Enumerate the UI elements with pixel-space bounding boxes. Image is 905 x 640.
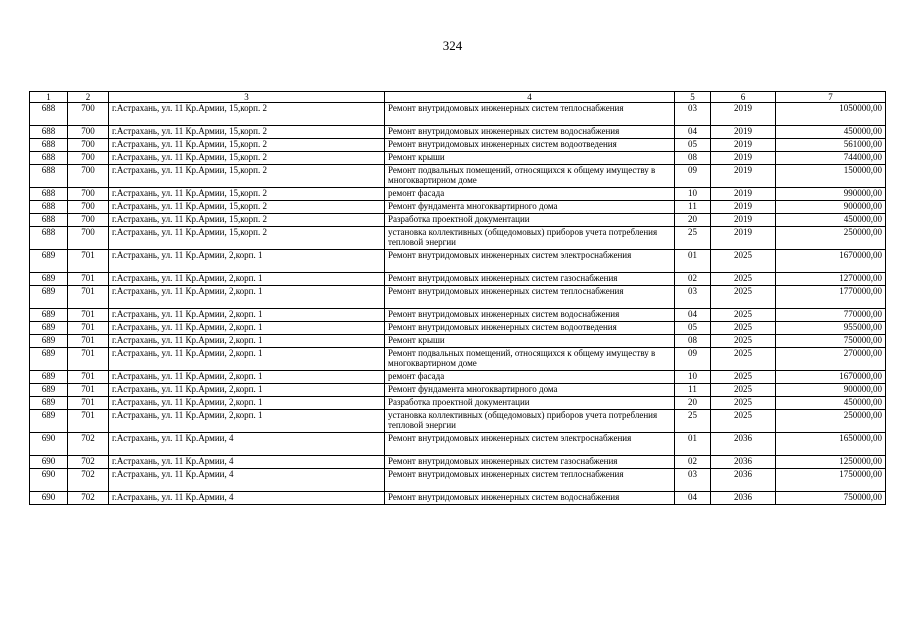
cell-work-type: Ремонт подвальных помещений, относящихся к общему имуществу в многоквартирном доме — [385, 348, 675, 371]
column-header-2: 2 — [68, 92, 109, 103]
table-row — [30, 309, 886, 322]
cell-work-code: 25 — [675, 227, 711, 250]
table-row — [30, 492, 886, 505]
cell-object-number: 688 — [30, 188, 68, 201]
repair-schedule-table — [29, 91, 886, 505]
cell-cost: 1770000,00 — [776, 286, 886, 309]
cell-work-type: установка коллективных (общедомовых) приборов учета потребления тепловой энергии — [385, 227, 675, 250]
table-row — [30, 322, 886, 335]
cell-work-code: 02 — [675, 273, 711, 286]
cell-cost: 955000,00 — [776, 322, 886, 335]
cell-house-number: 700 — [68, 165, 109, 188]
cell-house-number: 700 — [68, 214, 109, 227]
cell-year: 2019 — [711, 227, 776, 250]
cell-work-type: Ремонт внутридомовых инженерных систем электроснабжения — [385, 433, 675, 456]
cell-work-type: Ремонт крыши — [385, 335, 675, 348]
cell-house-number: 701 — [68, 309, 109, 322]
table-row — [30, 433, 886, 456]
cell-work-type: Ремонт внутридомовых инженерных систем теплоснабжения — [385, 103, 675, 126]
cell-work-code: 20 — [675, 397, 711, 410]
table-row — [30, 348, 886, 371]
cell-object-number: 690 — [30, 469, 68, 492]
cell-work-type: Разработка проектной документации — [385, 214, 675, 227]
cell-work-type: Ремонт крыши — [385, 152, 675, 165]
cell-work-type: Ремонт внутридомовых инженерных систем теплоснабжения — [385, 469, 675, 492]
cell-year: 2019 — [711, 152, 776, 165]
column-header-3: 3 — [109, 92, 385, 103]
cell-work-type: Ремонт фундамента многоквартирного дома — [385, 384, 675, 397]
cell-address: г.Астрахань, ул. 11 Кр.Армии, 15,корп. 2 — [109, 227, 385, 250]
cell-address: г.Астрахань, ул. 11 Кр.Армии, 2,корп. 1 — [109, 397, 385, 410]
table-row — [30, 201, 886, 214]
cell-work-code: 05 — [675, 322, 711, 335]
cell-year: 2025 — [711, 410, 776, 433]
cell-year: 2025 — [711, 348, 776, 371]
cell-house-number: 702 — [68, 433, 109, 456]
cell-work-type: Ремонт внутридомовых инженерных систем водоснабжения — [385, 492, 675, 505]
cell-cost: 1670000,00 — [776, 371, 886, 384]
cell-year: 2019 — [711, 214, 776, 227]
cell-object-number: 688 — [30, 214, 68, 227]
cell-address: г.Астрахань, ул. 11 Кр.Армии, 2,корп. 1 — [109, 250, 385, 273]
cell-address: г.Астрахань, ул. 11 Кр.Армии, 15,корп. 2 — [109, 152, 385, 165]
cell-cost: 450000,00 — [776, 126, 886, 139]
cell-year: 2025 — [711, 384, 776, 397]
cell-cost: 750000,00 — [776, 492, 886, 505]
cell-object-number: 688 — [30, 201, 68, 214]
cell-object-number: 689 — [30, 335, 68, 348]
cell-object-number: 688 — [30, 227, 68, 250]
cell-year: 2019 — [711, 188, 776, 201]
cell-work-code: 10 — [675, 371, 711, 384]
cell-work-code: 09 — [675, 348, 711, 371]
cell-object-number: 689 — [30, 286, 68, 309]
cell-house-number: 702 — [68, 492, 109, 505]
cell-address: г.Астрахань, ул. 11 Кр.Армии, 2,корп. 1 — [109, 309, 385, 322]
cell-address: г.Астрахань, ул. 11 Кр.Армии, 15,корп. 2 — [109, 126, 385, 139]
cell-work-code: 11 — [675, 201, 711, 214]
cell-house-number: 701 — [68, 335, 109, 348]
cell-cost: 1670000,00 — [776, 250, 886, 273]
cell-work-type: Ремонт внутридомовых инженерных систем теплоснабжения — [385, 286, 675, 309]
cell-address: г.Астрахань, ул. 11 Кр.Армии, 2,корп. 1 — [109, 410, 385, 433]
table-row — [30, 214, 886, 227]
cell-cost: 1250000,00 — [776, 456, 886, 469]
cell-house-number: 701 — [68, 286, 109, 309]
cell-year: 2025 — [711, 397, 776, 410]
cell-cost: 450000,00 — [776, 214, 886, 227]
cell-year: 2019 — [711, 126, 776, 139]
cell-year: 2019 — [711, 139, 776, 152]
cell-house-number: 700 — [68, 152, 109, 165]
cell-house-number: 701 — [68, 273, 109, 286]
cell-work-type: Ремонт внутридомовых инженерных систем газоснабжения — [385, 273, 675, 286]
cell-object-number: 689 — [30, 397, 68, 410]
cell-cost: 250000,00 — [776, 227, 886, 250]
cell-year: 2019 — [711, 201, 776, 214]
cell-address: г.Астрахань, ул. 11 Кр.Армии, 4 — [109, 469, 385, 492]
cell-work-code: 25 — [675, 410, 711, 433]
cell-work-code: 02 — [675, 456, 711, 469]
cell-work-code: 11 — [675, 384, 711, 397]
cell-work-code: 01 — [675, 250, 711, 273]
cell-work-type: Ремонт внутридомовых инженерных систем водоснабжения — [385, 309, 675, 322]
column-header-5: 5 — [675, 92, 711, 103]
cell-work-type: Ремонт подвальных помещений, относящихся к общему имуществу в многоквартирном доме — [385, 165, 675, 188]
table-row — [30, 286, 886, 309]
cell-address: г.Астрахань, ул. 11 Кр.Армии, 15,корп. 2 — [109, 201, 385, 214]
cell-house-number: 702 — [68, 456, 109, 469]
cell-object-number: 689 — [30, 410, 68, 433]
page-number: 324 — [442, 38, 463, 53]
cell-year: 2025 — [711, 250, 776, 273]
cell-address: г.Астрахань, ул. 11 Кр.Армии, 2,корп. 1 — [109, 322, 385, 335]
cell-address: г.Астрахань, ул. 11 Кр.Армии, 2,корп. 1 — [109, 286, 385, 309]
cell-object-number: 689 — [30, 250, 68, 273]
cell-work-type: ремонт фасада — [385, 188, 675, 201]
cell-work-code: 04 — [675, 492, 711, 505]
cell-address: г.Астрахань, ул. 11 Кр.Армии, 4 — [109, 492, 385, 505]
cell-cost: 770000,00 — [776, 309, 886, 322]
cell-year: 2025 — [711, 286, 776, 309]
cell-house-number: 701 — [68, 250, 109, 273]
cell-address: г.Астрахань, ул. 11 Кр.Армии, 4 — [109, 433, 385, 456]
cell-house-number: 701 — [68, 322, 109, 335]
cell-work-type: Ремонт внутридомовых инженерных систем газоснабжения — [385, 456, 675, 469]
table-row — [30, 250, 886, 273]
cell-object-number: 688 — [30, 165, 68, 188]
table-row — [30, 469, 886, 492]
table-row — [30, 397, 886, 410]
cell-work-type: Ремонт внутридомовых инженерных систем электроснабжения — [385, 250, 675, 273]
cell-work-type: Ремонт внутридомовых инженерных систем водоотведения — [385, 322, 675, 335]
cell-address: г.Астрахань, ул. 11 Кр.Армии, 15,корп. 2 — [109, 103, 385, 126]
cell-year: 2036 — [711, 492, 776, 505]
cell-work-code: 20 — [675, 214, 711, 227]
cell-work-code: 03 — [675, 469, 711, 492]
cell-object-number: 690 — [30, 433, 68, 456]
column-header-4: 4 — [385, 92, 675, 103]
cell-address: г.Астрахань, ул. 11 Кр.Армии, 4 — [109, 456, 385, 469]
cell-year: 2019 — [711, 165, 776, 188]
cell-object-number: 689 — [30, 309, 68, 322]
cell-year: 2025 — [711, 309, 776, 322]
column-header-6: 6 — [711, 92, 776, 103]
cell-work-code: 09 — [675, 165, 711, 188]
cell-object-number: 689 — [30, 322, 68, 335]
cell-work-code: 04 — [675, 126, 711, 139]
table-row — [30, 384, 886, 397]
cell-house-number: 701 — [68, 397, 109, 410]
cell-house-number: 701 — [68, 371, 109, 384]
cell-year: 2025 — [711, 371, 776, 384]
cell-year: 2036 — [711, 433, 776, 456]
table-row — [30, 273, 886, 286]
cell-object-number: 690 — [30, 456, 68, 469]
cell-cost: 900000,00 — [776, 201, 886, 214]
cell-work-type: Разработка проектной документации — [385, 397, 675, 410]
cell-cost: 270000,00 — [776, 348, 886, 371]
cell-object-number: 688 — [30, 126, 68, 139]
cell-work-code: 03 — [675, 103, 711, 126]
cell-cost: 1650000,00 — [776, 433, 886, 456]
table-row — [30, 152, 886, 165]
header-row — [30, 92, 886, 103]
cell-work-type: ремонт фасада — [385, 371, 675, 384]
cell-object-number: 689 — [30, 348, 68, 371]
cell-work-code: 04 — [675, 309, 711, 322]
cell-object-number: 688 — [30, 103, 68, 126]
cell-house-number: 701 — [68, 384, 109, 397]
cell-work-type: Ремонт фундамента многоквартирного дома — [385, 201, 675, 214]
table-row — [30, 165, 886, 188]
cell-object-number: 688 — [30, 139, 68, 152]
table-row — [30, 456, 886, 469]
cell-object-number: 690 — [30, 492, 68, 505]
cell-year: 2025 — [711, 335, 776, 348]
cell-cost: 744000,00 — [776, 152, 886, 165]
table-row — [30, 410, 886, 433]
cell-cost: 900000,00 — [776, 384, 886, 397]
cell-address: г.Астрахань, ул. 11 Кр.Армии, 2,корп. 1 — [109, 335, 385, 348]
cell-cost: 750000,00 — [776, 335, 886, 348]
cell-address: г.Астрахань, ул. 11 Кр.Армии, 2,корп. 1 — [109, 371, 385, 384]
cell-work-code: 08 — [675, 335, 711, 348]
cell-work-code: 03 — [675, 286, 711, 309]
cell-cost: 1050000,00 — [776, 103, 886, 126]
cell-cost: 1270000,00 — [776, 273, 886, 286]
table-row — [30, 188, 886, 201]
cell-work-type: установка коллективных (общедомовых) приборов учета потребления тепловой энергии — [385, 410, 675, 433]
cell-cost: 250000,00 — [776, 410, 886, 433]
cell-work-code: 05 — [675, 139, 711, 152]
cell-year: 2036 — [711, 469, 776, 492]
cell-object-number: 689 — [30, 384, 68, 397]
cell-year: 2025 — [711, 322, 776, 335]
cell-cost: 990000,00 — [776, 188, 886, 201]
table-row — [30, 371, 886, 384]
cell-house-number: 700 — [68, 126, 109, 139]
cell-house-number: 700 — [68, 188, 109, 201]
cell-work-code: 01 — [675, 433, 711, 456]
column-header-1: 1 — [30, 92, 68, 103]
cell-house-number: 700 — [68, 103, 109, 126]
cell-cost: 1750000,00 — [776, 469, 886, 492]
cell-object-number: 689 — [30, 273, 68, 286]
cell-house-number: 700 — [68, 201, 109, 214]
cell-year: 2019 — [711, 103, 776, 126]
table-row — [30, 103, 886, 126]
table-row — [30, 139, 886, 152]
cell-cost: 561000,00 — [776, 139, 886, 152]
cell-work-code: 10 — [675, 188, 711, 201]
cell-house-number: 702 — [68, 469, 109, 492]
cell-address: г.Астрахань, ул. 11 Кр.Армии, 15,корп. 2 — [109, 214, 385, 227]
table-row — [30, 227, 886, 250]
cell-year: 2025 — [711, 273, 776, 286]
cell-work-type: Ремонт внутридомовых инженерных систем водоснабжения — [385, 126, 675, 139]
cell-work-type: Ремонт внутридомовых инженерных систем водоотведения — [385, 139, 675, 152]
cell-address: г.Астрахань, ул. 11 Кр.Армии, 15,корп. 2 — [109, 139, 385, 152]
cell-house-number: 700 — [68, 227, 109, 250]
table-row — [30, 335, 886, 348]
cell-house-number: 701 — [68, 348, 109, 371]
table-row — [30, 126, 886, 139]
cell-year: 2036 — [711, 456, 776, 469]
cell-address: г.Астрахань, ул. 11 Кр.Армии, 15,корп. 2 — [109, 188, 385, 201]
cell-object-number: 688 — [30, 152, 68, 165]
cell-cost: 450000,00 — [776, 397, 886, 410]
cell-address: г.Астрахань, ул. 11 Кр.Армии, 2,корп. 1 — [109, 384, 385, 397]
cell-house-number: 700 — [68, 139, 109, 152]
column-header-7: 7 — [776, 92, 886, 103]
cell-work-code: 08 — [675, 152, 711, 165]
cell-house-number: 701 — [68, 410, 109, 433]
cell-address: г.Астрахань, ул. 11 Кр.Армии, 2,корп. 1 — [109, 348, 385, 371]
cell-address: г.Астрахань, ул. 11 Кр.Армии, 15,корп. 2 — [109, 165, 385, 188]
cell-object-number: 689 — [30, 371, 68, 384]
cell-cost: 150000,00 — [776, 165, 886, 188]
cell-address: г.Астрахань, ул. 11 Кр.Армии, 2,корп. 1 — [109, 273, 385, 286]
